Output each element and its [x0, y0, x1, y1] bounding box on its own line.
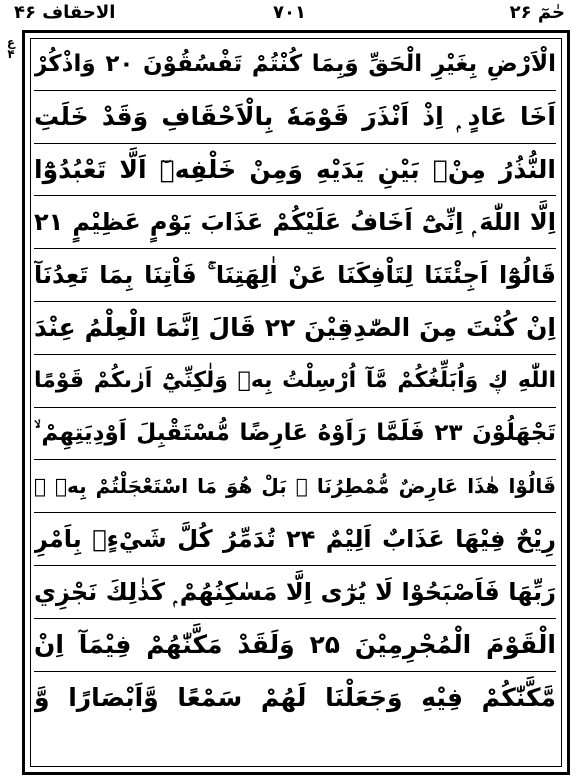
ruku-mark: ع ۴: [6, 35, 16, 61]
text-body: [34, 38, 556, 724]
text-line-7: اللّٰهِ ڮ وَاُبَلِّغُكُمْ مَّآ اُرْسِلْتُ بِهٖ وَلٰكِنِّيْٓ اَرٰىكُمْ قَوْمًا: [34, 355, 556, 408]
para-name: حٰمٓ ۲۶: [509, 2, 565, 23]
surah-name: الاحقاف ۴۶: [14, 2, 116, 23]
text-line-8: تَجْهَلُوْنَ ۲۳ فَلَمَّا رَاَوْهُ عَارِضًا مُّسْتَقْبِلَ اَوْدِيَتِهِمْ ۙ: [34, 408, 556, 461]
text-line-1: الْاَرْضِ بِغَيْرِ الْحَقِّ وَبِمَا كُنْتُمْ تَفْسُقُوْنَ ۲۰ وَاذْكُرْ: [34, 38, 556, 91]
text-line-2: اَخَا عَادٍ ۭ اِذْ اَنْذَرَ قَوْمَهٗ بِالْاَحْقَافِ وَقَدْ خَلَتِ: [34, 91, 556, 144]
text-line-13: مَّكَّنّٰكُمْ فِيْهِ وَجَعَلْنَا لَهُمْ سَمْعًا وَّاَبْصَارًا وَّ: [34, 683, 556, 713]
text-line-4: اِلَّا اللّٰهَ ۭ اِنِّىْٓ اَخَافُ عَلَيْكُمْ عَذَابَ يَوْمٍ عَظِيْمٍ ۲۱: [34, 196, 556, 249]
text-line-3: النُّذُرُ مِنْۢ بَيْنِ يَدَيْهِ وَمِنْ خَلْفِهٖٓ اَلَّا تَعْبُدُوْٓا: [34, 144, 556, 197]
text-line-5: قَالُوْٓا اَجِئْتَنَا لِتَاْفِكَنَا عَنْ اٰلِهَتِنَا ۚ فَاْتِنَا بِمَا تَعِدُنَآ: [34, 249, 556, 302]
page-header: [0, 0, 579, 26]
text-line-12: الْقَوْمَ الْمُجْرِمِيْنَ ۲۵ وَلَقَدْ مَكَّنّٰهُمْ فِيْمَآ اِنْ: [34, 619, 556, 672]
page-number: ۷۰۱: [273, 2, 306, 23]
text-line-11: رَبِّهَا فَاَصْبَحُوْا لَا يُرٰٓى اِلَّا مَسٰكِنُهُمْ ۭ كَذٰلِكَ نَجْزِي: [34, 566, 556, 619]
text-line-9: قَالُوْا هٰذَا عَارِضٌ مُّمْطِرُنَا ۭ بَلْ هُوَ مَا اسْتَعْجَلْتُمْ بِهٖ ۭ: [34, 460, 556, 513]
text-line-10: رِيْحٌ فِيْهَا عَذَابٌ اَلِيْمٌ ۲۴ تُدَمِّرُ كُلَّ شَيْءٍۢ بِاَمْرِ: [34, 513, 556, 566]
text-line-6: اِنْ كُنْتَ مِنَ الصّٰدِقِيْنَ ۲۲ قَالَ اِنَّمَا الْعِلْمُ عِنْدَ: [34, 302, 556, 355]
